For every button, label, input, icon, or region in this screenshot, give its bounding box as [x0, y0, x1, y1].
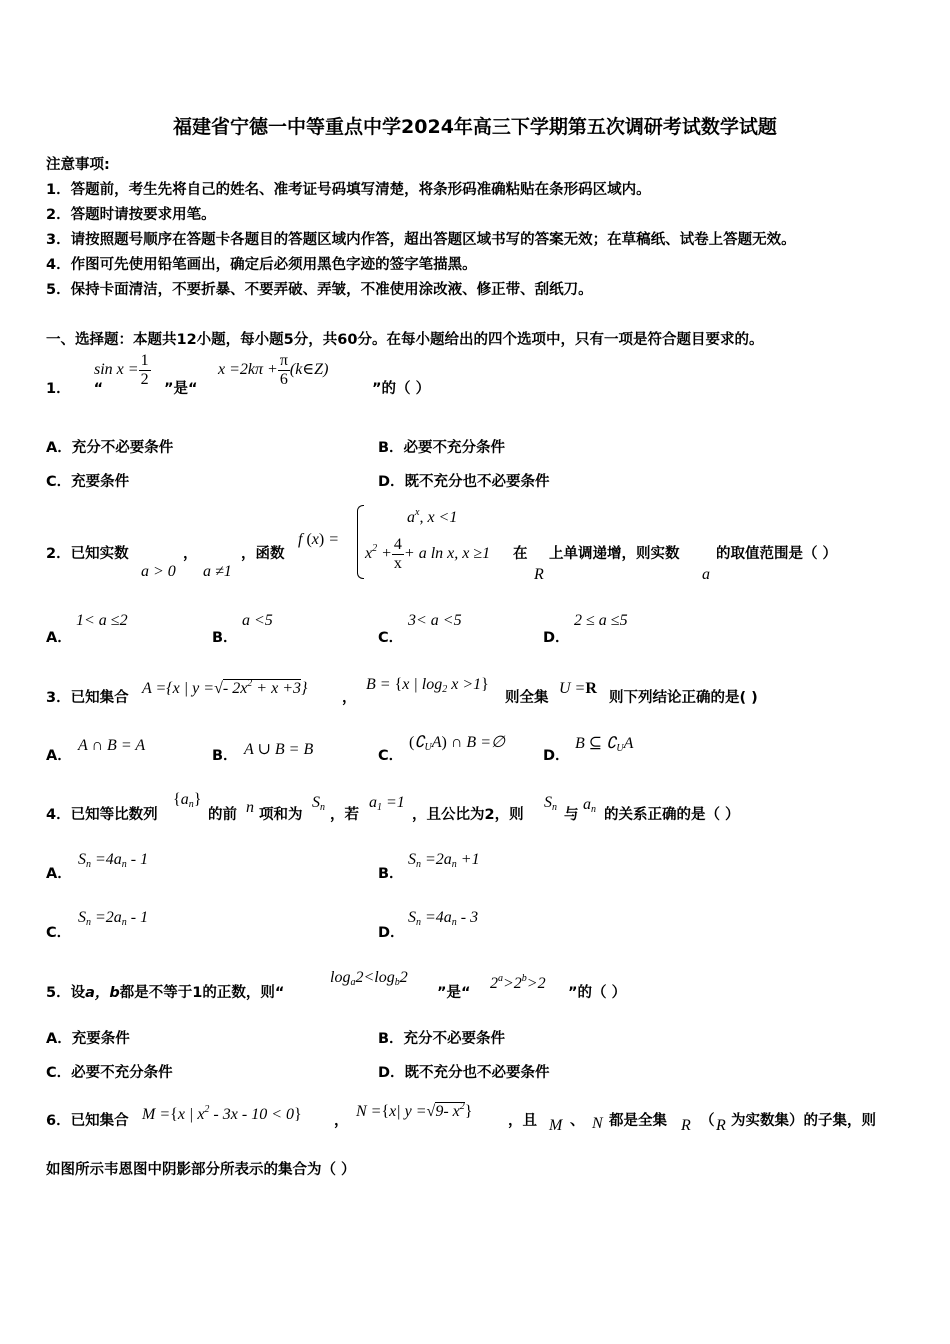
q4-text-3: ，若: [330, 807, 359, 823]
q5-text-1: 都是不等于1的正数，则“: [119, 985, 285, 1001]
q2-option-b-formula: a <5: [242, 612, 273, 629]
q4-var-n: n: [246, 799, 254, 816]
q4-text-2: 项和为: [259, 807, 303, 823]
q3-option-a-label[interactable]: A．: [46, 748, 72, 764]
q5-option-b[interactable]: B．充分不必要条件: [378, 1031, 506, 1047]
q6-text-1: ，: [334, 1113, 349, 1129]
q4-text-1: 的前: [208, 807, 237, 823]
q1-text: “: [93, 381, 104, 397]
q2-option-a-formula: 1< a ≤2: [76, 612, 128, 629]
q3-text-1: ，: [342, 690, 357, 706]
q1-option-d[interactable]: D．既不充分也不必要条件: [378, 474, 550, 490]
q3-option-d-formula: B ⊆ $∁_UA$: [575, 735, 634, 754]
q5-option-c[interactable]: C．必要不充分条件: [46, 1065, 173, 1081]
q4-option-a-label[interactable]: A．: [46, 866, 72, 882]
q6-set-n: N ={x| y =√9- $x^2$}: [356, 1101, 473, 1120]
q3-number: 3．已知集合: [46, 690, 129, 706]
q1-option-a[interactable]: A．充分不必要条件: [46, 440, 174, 456]
section-heading: 一、选择题：本题共12小题，每小题5分，共60分。在每小题给出的四个选项中，只有一项是符合题目要求的。: [46, 332, 764, 348]
q2-text-3: 的取值范围是（ ）: [716, 546, 838, 562]
q4-option-b-formula: $S_n =2a_n +1$: [408, 851, 480, 870]
q4-text-6: 的关系正确的是（ ）: [604, 807, 740, 823]
q3-text-3: 则下列结论正确的是( ): [609, 690, 758, 706]
q5-option-a[interactable]: A．充要条件: [46, 1031, 130, 1047]
q3-option-b-label[interactable]: B．: [212, 748, 238, 764]
q2-piece-2: $x^2$ + $\frac{4}{x}$ + a ln x, x ≥1: [365, 536, 491, 572]
q4-text-5: 与: [564, 807, 579, 823]
q6-text-4: 都是全集: [609, 1113, 667, 1129]
q2-text-1: 在: [513, 546, 528, 562]
q3-option-c-formula: $(∁_UA)$ ∩ B =∅: [409, 734, 505, 753]
q4-option-d-label[interactable]: D．: [378, 925, 405, 941]
q5-log-condition: $\log_a2<\log_b2$: [330, 969, 408, 988]
page-title: 福建省宁德一中等重点中学2024年高三下学期第五次调研考试数学试题: [173, 116, 777, 138]
q6-text-6: 为实数集）的子集，则: [731, 1113, 876, 1129]
q5-exp-condition: $2^a>2^b>2$: [490, 973, 546, 992]
q5-number: [46, 981, 284, 1002]
q3-text-2: 则全集: [505, 690, 549, 706]
notice-item-5: 5．保持卡面清洁，不要折暴、不要弄破、弄皱，不准使用涂改液、修正带、刮纸刀。: [46, 282, 593, 298]
q3-option-a-formula: A ∩ B = A: [78, 737, 146, 754]
notice-item-4: 4．作图可先使用铅笔画出，确定后必须用黑色字迹的签字笔描黑。: [46, 257, 477, 273]
q6-text-2: ，且: [508, 1113, 537, 1129]
q1-number: 1．: [46, 381, 71, 397]
q4-option-c-label[interactable]: C．: [46, 925, 72, 941]
q2-option-d-label[interactable]: D．: [543, 630, 570, 646]
q2-number: 2．已知实数: [46, 546, 129, 562]
q2-cond-a-not-one: a ≠1: [203, 563, 232, 580]
q4-option-c-formula: $S_n =2a_n - 1$: [78, 909, 149, 928]
q2-piecewise-brace: [357, 505, 364, 579]
q4-var-sn-2: $S_n$: [544, 794, 557, 813]
q3-option-d-label[interactable]: D．: [543, 748, 570, 764]
q4-option-a-formula: $S_n =4a_n - 1$: [78, 851, 149, 870]
q2-piece-1: $a^x$, x <1: [407, 507, 458, 526]
q6-var-r: R: [681, 1117, 691, 1134]
q4-number: 4．已知等比数列: [46, 807, 158, 823]
q3-set-b: B = {x | $\log_2 x >1$}: [366, 676, 489, 695]
q4-a1-value: $a_1 =1$: [369, 794, 405, 813]
q1-option-b[interactable]: B．必要不充分条件: [378, 440, 506, 456]
q6-var-n: N: [592, 1115, 603, 1132]
q3-option-b-formula: A ∪ B = B: [244, 741, 314, 758]
q5-text-2: ”是“: [437, 985, 471, 1001]
q3-set-a: A ={x | y =√- $2x^2 + x +3$}: [142, 678, 308, 697]
q5-vars: a，b: [85, 985, 120, 1001]
q4-sequence: $\{a_n\}$: [173, 791, 202, 810]
notice-item-1: 1．答题前，考生先将自己的姓名、准考证号码填写清楚，将条形码准确粘贴在条形码区域内。: [46, 182, 651, 198]
notice-heading: 注意事项:: [46, 157, 110, 173]
q1-conclusion-formula: x =2kπ + $\frac{\pi}{6}$ (k∈Z): [218, 352, 329, 388]
q2-option-b-label[interactable]: B．: [212, 630, 238, 646]
q2-option-c-formula: 3< a <5: [408, 612, 462, 629]
q2-option-d-formula: 2 ≤ a ≤5: [574, 612, 628, 629]
q4-option-b-label[interactable]: B．: [378, 866, 404, 882]
q6-var-r-2: R: [716, 1117, 726, 1134]
q5-prefix: 5．设: [46, 985, 86, 1001]
q4-var-sn: $S_n$: [312, 794, 325, 813]
q3-option-c-label[interactable]: C．: [378, 748, 404, 764]
q2-option-c-label[interactable]: C．: [378, 630, 404, 646]
q4-option-d-formula: $S_n =4a_n - 3$: [408, 909, 479, 928]
q6-line-2: 如图所示韦恩图中阴影部分所表示的集合为（ ）: [46, 1162, 356, 1178]
q5-text-3: ”的（ ）: [568, 985, 627, 1001]
q2-comma-1: ，: [183, 546, 198, 562]
q2-domain-r: R: [534, 566, 544, 583]
q1-text-3: ”的（ ）: [372, 381, 431, 397]
q6-number: 6．已知集合: [46, 1113, 129, 1129]
q6-var-m: M: [549, 1117, 563, 1134]
q3-universal-set: U =R: [559, 680, 597, 697]
q1-option-c[interactable]: C．充要条件: [46, 474, 130, 490]
q1-condition-formula: sin x = $\frac{1}{2}$: [94, 352, 149, 388]
q2-var-a: a: [702, 566, 710, 583]
q2-text-2: 上单调递增，则实数: [549, 546, 680, 562]
q2-option-a-label[interactable]: A．: [46, 630, 72, 646]
q2-function-name: f (x) =: [298, 531, 340, 548]
q5-option-d[interactable]: D．既不充分也不必要条件: [378, 1065, 550, 1081]
q2-cond-a-positive: a > 0: [141, 563, 176, 580]
q6-set-m: M ={x | $x^2 - 3x - 10 < 0$}: [142, 1104, 302, 1123]
notice-item-3: 3．请按照题号顺序在答题卡各题目的答题区域内作答，超出答题区域书写的答案无效；在草稿纸、试卷上答题无效。: [46, 232, 796, 248]
q4-text-4: ，且公比为2，则: [412, 807, 524, 823]
q6-text-3: 、: [570, 1113, 585, 1129]
notice-item-2: 2．答题时请按要求用笔。: [46, 207, 216, 223]
q1-text-2: ”是“: [164, 381, 198, 397]
q4-var-an: $a_n$: [583, 796, 596, 815]
q2-comma-2: ，函数: [241, 546, 285, 562]
q6-text-5: （: [700, 1113, 715, 1129]
